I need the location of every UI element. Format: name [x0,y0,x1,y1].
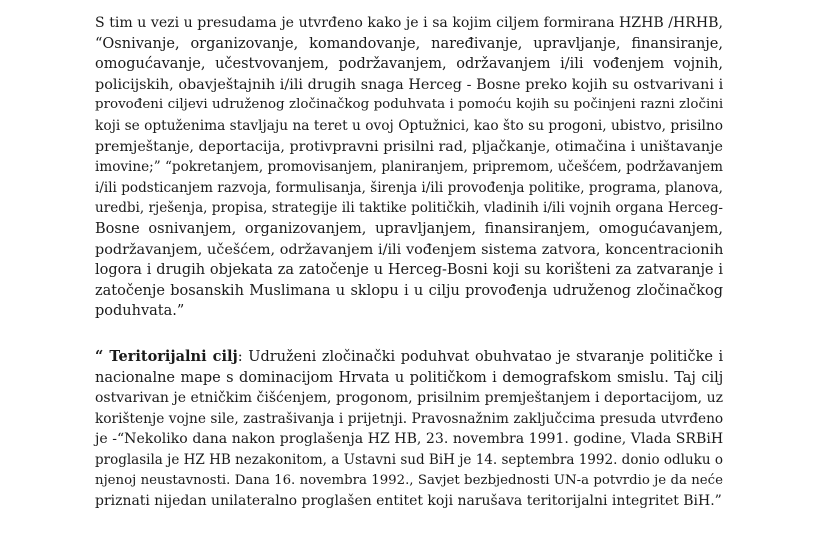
text-line: i/ili podsticanjem razvoja, formulisanja, širenja i/ili provođenja politike, programa, planova, [95,179,723,196]
text-line: imovine;” “pokretanjem, promovisanjem, planiranjem, pripremom, učešćem, podržavanjem [95,159,723,176]
text-line: uredbi, rješenja, propisa, strategije ili taktike političkih, vladinih i/ili vojnih organa Herceg- [95,200,723,217]
text-line: priznati nijedan unilateralno proglašen entitet koji narušava teritorijalni integritet BiH.” [95,493,722,510]
text-line: omogućavanje, učestvovanjem, podržavanjem, održavanjem i/ili vođenjem vojnih, [95,56,724,73]
text-line: podržavanjem, učešćem, održavanjem i/ili vođenjem sistema zatvora, koncentracionih [95,241,724,258]
text-line: premještanje, deportacija, protivpravni prisilni rad, pljačkanje, otimačina i uništavanje [95,138,723,155]
text-line: korištenje vojne sile, zastrašivanja i prijetnji. Pravosnažnim zaključcima presuda utvrđeno [95,410,724,427]
text-line: njenoj neustavnosti. Dana 16. novembra 1992., Savjet bezbjednosti UN-a potvrdio je da neće [95,472,723,488]
text-line: logora i drugih objekata za zatočenje u Herceg-Bosni koji su korišteni za zatvaranje i [95,262,723,279]
text-line: proglasila je HZ HB nezakonitom, a Ustavni sud BiH je 14. septembra 1992. donio odluku o [95,451,723,468]
text-line: nacionalne mape s dominacijom Hrvata u političkom i demografskom smislu. Taj cilj [95,369,724,386]
section-heading: “ Teritorijalni cilj [95,348,238,365]
heading-continuation: : Udruženi zločinački poduhvat obuhvatao je stvaranje političke i [237,349,724,365]
text-line: Bosne osnivanjem, organizovanjem, upravljanjem, finansiranjem, omogućavanjem, [95,220,723,237]
paragraph-territorial-goal [95,347,723,512]
text-line: je -“Nekoliko dana nakon proglašenja HZ HB, 23. novembra 1991. godine, Vlada SRBiH [95,431,724,448]
text-line: provođeni ciljevi udruženog zločinačkog poduhvata i pomoću kojih su počinjeni razni zločini [95,97,724,113]
text-line: policijskih, obavještajnih i/ili drugih snaga Herceg - Bosne preko kojih su ostvarivani i [95,76,724,93]
text-line: koji se optuženima stavljaju na teret u ovoj Optužnici, kao što su progoni, ubistvo, prisilno [95,117,723,134]
text-line: poduhvata.” [95,303,185,320]
text-line [95,347,723,368]
text-line: zatočenje bosanskih Muslimana u sklopu i u cilju provođenja udruženog zločinačkog [95,282,724,299]
text-line: “Osnivanje, organizovanje, komandovanje, naređivanje, upravljanje, finansiranje, [95,35,723,52]
text-line: ostvarivan je etničkim čišćenjem, progonom, prisilnim premještanjem i deportacijom, uz [95,390,723,407]
paragraph-hzhb-formation [95,13,723,322]
text-line: S tim u vezi u presudama je utvrđeno kako je i sa kojim ciljem formirana HZHB /HRHB, [95,15,723,31]
